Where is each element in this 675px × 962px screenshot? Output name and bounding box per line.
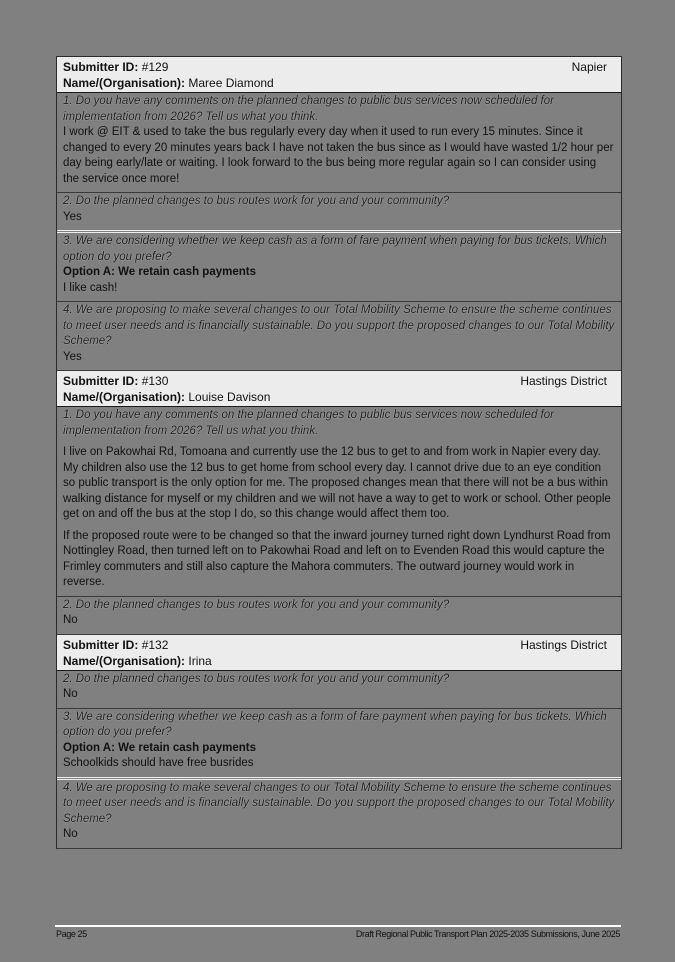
- response-cell: [57, 302, 621, 371]
- submitter-id-label: Submitter ID:: [63, 637, 139, 652]
- response-cell: [57, 671, 621, 709]
- response-cell: [57, 597, 621, 635]
- submitter-name-label: Name/(Organisation):: [63, 653, 186, 668]
- response-cell: [57, 193, 621, 233]
- question-text: 4. We are proposing to make several changes to our Total Mobility Scheme to ensure the scheme continues to meet user needs and is financially sustainable. Do you support the proposed changes to our Total Mobility Scheme?: [63, 304, 615, 347]
- answer-text: I like cash!: [63, 281, 118, 294]
- document-title: Draft Regional Public Transport Plan 2025-2035 Submissions, June 2025: [355, 929, 620, 939]
- answer-text: Schoolkids should have free busrides: [63, 757, 254, 769]
- submitter-name: Maree Diamond: [188, 76, 274, 90]
- submitter-name-label: Name/(Organisation):: [63, 390, 186, 404]
- selected-option: Option A: We retain cash payments: [63, 741, 256, 754]
- submitter-id-label: Submitter ID:: [63, 374, 139, 388]
- page-number: Page 25: [56, 929, 87, 939]
- question-text: 1. Do you have any comments on the planned changes to public bus services now scheduled for implementation from 2026? Tell us what you think.: [63, 95, 554, 123]
- submitter-header: [57, 371, 621, 407]
- response-cell: [57, 93, 621, 193]
- submitter-name-label: Name/(Organisation):: [63, 76, 186, 90]
- footer-divider: [55, 925, 621, 927]
- submitter-location: Hastings District: [520, 374, 607, 388]
- submissions-table: [56, 56, 622, 849]
- answer-text: Yes: [63, 210, 82, 223]
- submitter-id: #130: [141, 374, 169, 388]
- answer-text: No: [63, 828, 78, 840]
- question-text: 3. We are considering whether we keep cash as a form of fare payment when paying for bus tickets. Which option do you prefer?: [63, 235, 607, 263]
- response-cell: [57, 407, 621, 597]
- answer-text: No: [63, 614, 78, 626]
- submitter-header: [57, 635, 621, 671]
- question-text: 2. Do the planned changes to bus routes work for you and your community?: [63, 195, 450, 207]
- question-text: 2. Do the planned changes to bus routes work for you and your community?: [63, 672, 450, 685]
- answer-text: I work @ EIT & used to take the bus regularly every day when it used to run every 15 minutes. Since it changed to every 20 minutes years back I have not taken the bus since as I would have wasted 1/2 hour per day being early/late or waiting. I look forward to the bus being more regular again so I can consider using the service once more!: [63, 126, 614, 185]
- question-text: 4. We are proposing to make several changes to our Total Mobility Scheme to ensure the scheme continues to meet user needs and is financially sustainable. Do you support the proposed changes to our Total Mobility Scheme?: [63, 781, 615, 825]
- response-cell: [57, 709, 621, 780]
- answer-text: No: [63, 688, 78, 700]
- response-cell: [57, 780, 621, 849]
- submitter-header: [57, 57, 621, 93]
- question-text: 3. We are considering whether we keep cash as a form of fare payment when paying for bus tickets. Which option do you prefer?: [63, 710, 607, 738]
- submitter-id: #132: [141, 637, 169, 652]
- answer-text: I live on Pakowhai Rd, Tomoana and currently use the 12 bus to get to and from work in Napier every day. My children also use the 12 bus to get home from school every day. I cannot drive due to an eye condition so public transport is the only option for me. The proposed changes mean that there will not be a bus within walking distance for myself or my children and we will not have a way to get to work or school. Other people get on and off the bus at the stop I do, so this change would affect them too.: [63, 446, 611, 520]
- question-text: 2. Do the planned changes to bus routes work for you and your community?: [63, 598, 450, 611]
- response-cell: [57, 233, 621, 302]
- submitter-id: #129: [141, 60, 169, 74]
- question-text: 1. Do you have any comments on the planned changes to public bus services now scheduled for implementation from 2026? Tell us what you think.: [63, 409, 554, 437]
- submitter-location: Hastings District: [520, 637, 607, 652]
- submitter-name: Irina: [188, 653, 212, 668]
- selected-option: Option A: We retain cash payments: [63, 266, 256, 278]
- answer-text: If the proposed route were to be changed so that the inward journey turned right down Lyndhurst Road from Nottingley Road, then turned left on to Pakowhai Road and left on to Evenden Road this would capture the Frimley commuters and still also capture the Mahora commuters. The outward journey would work in reverse.: [63, 529, 611, 588]
- submitter-id-label: Submitter ID:: [63, 60, 139, 74]
- submitter-location: Napier: [571, 60, 607, 74]
- submitter-name: Louise Davison: [188, 390, 271, 404]
- answer-text: Yes: [63, 350, 82, 363]
